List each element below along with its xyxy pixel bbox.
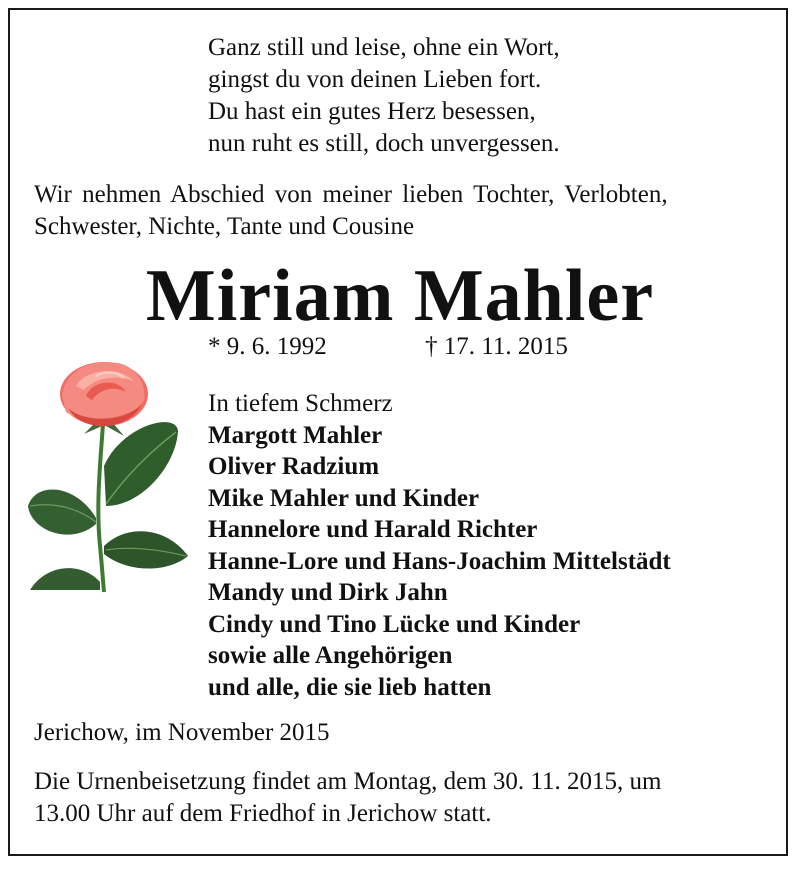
- burial-info: [34, 766, 661, 830]
- rose-image: [26, 356, 196, 596]
- mourner-name: und alle, die sie lieb hatten: [208, 673, 492, 701]
- intro-line: Wir nehmen Abschied von meiner lieben Tochter, Verlobten,: [34, 181, 668, 208]
- poem: [208, 32, 560, 160]
- death-date: † 17. 11. 2015: [425, 333, 568, 360]
- mourner-name: Oliver Radzium: [208, 453, 380, 480]
- mourner-name: sowie alle Angehörigen: [208, 642, 453, 669]
- poem-line: nun ruht es still, doch unvergessen.: [208, 130, 560, 157]
- birth-date: * 9. 6. 1992: [208, 333, 327, 360]
- mourner-name: Margott Mahler: [208, 421, 383, 449]
- farewell-intro: [34, 179, 774, 243]
- poem-line: Ganz still und leise, ohne ein Wort,: [208, 34, 560, 61]
- mourner-name: Hannelore und Harald Richter: [208, 516, 538, 543]
- burial-line: Die Urnenbeisetzung findet am Montag, dem 30. 11. 2015, um: [34, 768, 662, 795]
- mourners-heading: In tiefem Schmerz: [208, 390, 393, 417]
- place-date: Jerichow, im November 2015: [34, 719, 330, 746]
- burial-line: 13.00 Uhr auf dem Friedhof in Jerichow statt.: [34, 800, 492, 827]
- mourner-name: Hanne-Lore und Hans-Joachim Mittelstädt: [208, 547, 671, 575]
- intro-line: Schwester, Nichte, Tante und Cousine: [34, 213, 415, 240]
- poem-line: gingst du von deinen Lieben fort.: [208, 66, 542, 93]
- poem-line: Du hast ein gutes Herz besessen,: [208, 98, 536, 125]
- mourner-name: Mandy und Dirk Jahn: [208, 579, 448, 606]
- mourner-name: Mike Mahler und Kinder: [208, 484, 480, 512]
- deceased-name: Miriam Mahler: [145, 255, 655, 337]
- mourners-list: [208, 388, 671, 703]
- mourner-name: Cindy und Tino Lücke und Kinder: [208, 610, 581, 638]
